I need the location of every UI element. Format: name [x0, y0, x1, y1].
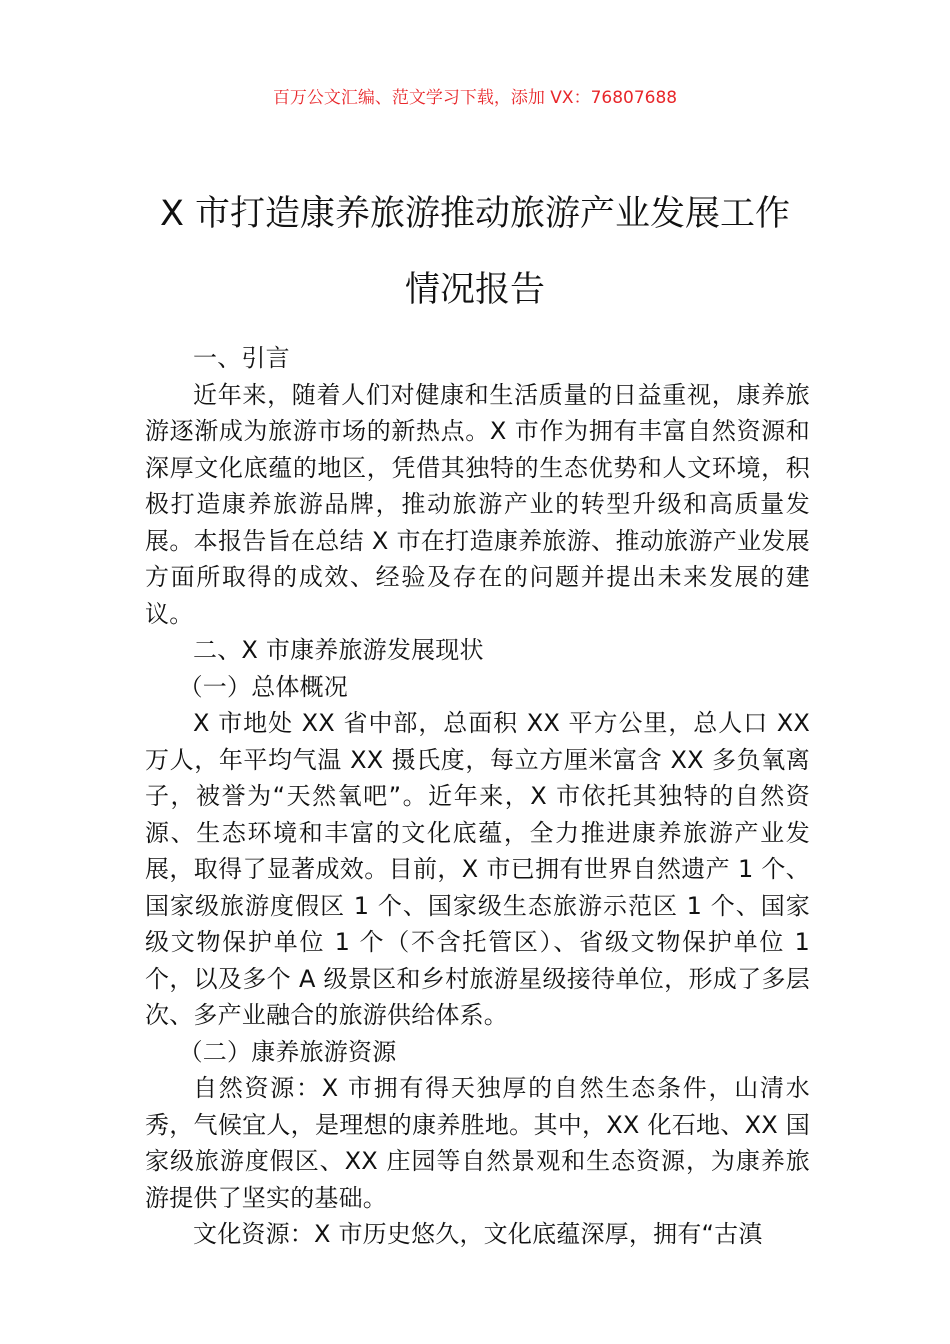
document-title [0, 176, 950, 328]
title-line-1: X 市打造康养旅游推动旅游产业发展工作 [159, 194, 791, 234]
paragraph-cultural-resources: 文化资源：X 市历史悠久，文化底蕴深厚，拥有“古滇 [193, 1220, 763, 1248]
subsection-heading-overview: （一）总体概况 [178, 672, 348, 701]
subsection-heading-resources: （二）康养旅游资源 [178, 1037, 397, 1066]
paragraph-overview: X 市地处 XX 省中部，总面积 XX 平方公里，总人口 XX 万人，年平均气温 XX 摄氏度，每立方厘米富含 XX 多负氧离子，被誉为“天然氧吧”。近年来，X 市依托其独特的自然资源、生态环境和丰富的文化底蕴，全力推进康养旅游产业发展，取得了显著成效。目前，X 市已拥有世界自然遗产 1 个、国家级旅游度假区 1 个、国家级生态旅游示范区 1 个、国家级文物保护单位 1 个（不含托管区）、省级文物保护单位 1 个，以及多个 A 级景区和乡村旅游星级接待单位，形成了多层次、多产业融合的旅游供给体系。 [145, 709, 810, 1029]
section-heading-intro: 一、引言 [193, 344, 290, 372]
promo-banner: 百万公文汇编、范文学习下载，添加 VX：76807688 [272, 88, 678, 108]
title-line-2: 情况报告 [404, 270, 545, 310]
section-heading-status: 二、X 市康养旅游发展现状 [193, 636, 484, 664]
paragraph-natural-resources: 自然资源：X 市拥有得天独厚的自然生态条件，山清水秀，气候宜人，是理想的康养胜地。其中，XX 化石地、XX 国家级旅游度假区、XX 庄园等自然景观和生态资源，为康养旅游提供了坚实的基础。 [145, 1074, 810, 1212]
paragraph-intro: 近年来，随着人们对健康和生活质量的日益重视，康养旅游逐渐成为旅游市场的新热点。X 市作为拥有丰富自然资源和深厚文化底蕴的地区，凭借其独特的生态优势和人文环境，积极打造康养旅游品牌，推动旅游产业的转型升级和高质量发展。本报告旨在总结 X 市在打造康养旅游、推动旅游产业发展方面所取得的成效、经验及存在的问题并提出未来发展的建议。 [145, 380, 810, 628]
document-body [145, 340, 810, 1253]
